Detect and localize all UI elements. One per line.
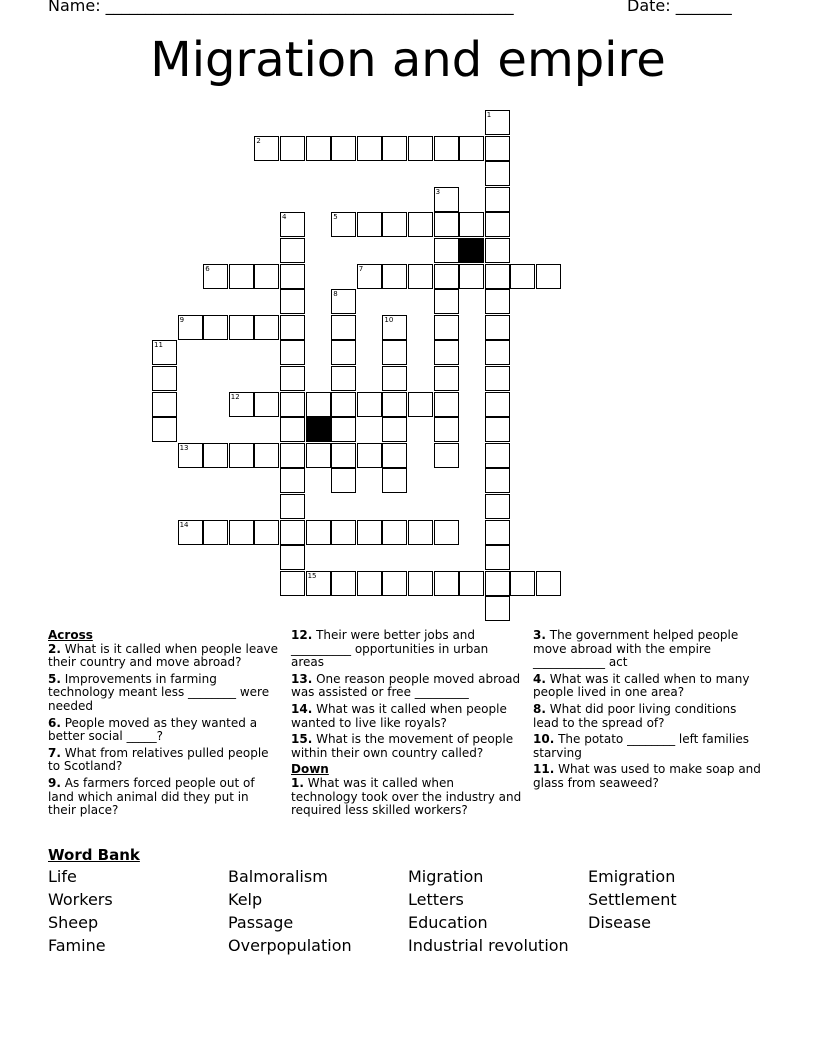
- clue-number: 3.: [533, 628, 546, 642]
- crossword-cell[interactable]: [357, 212, 382, 237]
- cell-number: 9: [179, 315, 185, 324]
- crossword-cell[interactable]: [382, 417, 407, 442]
- clue-text: What was it called when to many people lived in one area?: [533, 671, 750, 700]
- crossword-cell[interactable]: [229, 392, 254, 417]
- word-bank-item: Sheep: [48, 913, 99, 932]
- crossword-cell[interactable]: [331, 468, 356, 493]
- crossword-cell[interactable]: [178, 315, 203, 340]
- clue-item: [48, 777, 280, 818]
- crossword-cell[interactable]: [254, 443, 279, 468]
- word-bank-item: Famine: [48, 936, 106, 955]
- crossword-cell[interactable]: [178, 443, 203, 468]
- crossword-cell[interactable]: [331, 443, 356, 468]
- clue-list-3: [533, 629, 765, 791]
- crossword-cell[interactable]: [331, 366, 356, 391]
- down-heading: Down: [291, 762, 329, 777]
- crossword-cell[interactable]: [229, 264, 254, 289]
- crossword-cell[interactable]: [434, 187, 459, 212]
- crossword-cell[interactable]: [459, 136, 484, 161]
- crossword-cell[interactable]: [280, 136, 305, 161]
- clue-item: [291, 629, 523, 670]
- crossword-cell[interactable]: [306, 571, 331, 596]
- clue-item: [48, 643, 280, 670]
- word-bank-item: Migration: [408, 867, 484, 886]
- cell-number: 8: [333, 290, 338, 299]
- crossword-cell[interactable]: [434, 315, 459, 340]
- clue-text: What from relatives pulled people to Scotland?: [48, 745, 269, 774]
- crossword-cell[interactable]: [357, 571, 382, 596]
- crossword-cell[interactable]: [280, 238, 305, 263]
- crossword-cell[interactable]: [485, 340, 510, 365]
- crossword-cell[interactable]: [510, 571, 535, 596]
- word-bank-item: Workers: [48, 890, 113, 909]
- clues-column-3: [533, 629, 765, 794]
- date-field-label: Date: _______: [627, 0, 732, 15]
- crossword-cell[interactable]: [485, 392, 510, 417]
- cell-number: 2: [256, 136, 261, 145]
- crossword-cell[interactable]: [459, 212, 484, 237]
- crossword-cell[interactable]: [434, 212, 459, 237]
- crossword-cell[interactable]: [382, 520, 407, 545]
- across-heading: Across: [48, 628, 93, 642]
- crossword-cell[interactable]: [331, 520, 356, 545]
- clue-item: [291, 703, 523, 730]
- word-bank-item: Settlement: [588, 890, 677, 909]
- clue-number: 9.: [48, 775, 61, 790]
- crossword-cell[interactable]: [357, 443, 382, 468]
- crossword-cell[interactable]: [485, 545, 510, 570]
- crossword-cell[interactable]: [152, 392, 177, 417]
- crossword-cell[interactable]: [331, 392, 356, 417]
- crossword-cell[interactable]: [306, 443, 331, 468]
- crossword-cell[interactable]: [382, 212, 407, 237]
- clue-number: 1.: [291, 775, 304, 790]
- crossword-cell[interactable]: [408, 136, 433, 161]
- crossword-cell[interactable]: [408, 264, 433, 289]
- clues-column-1: [48, 629, 280, 821]
- crossword-cell[interactable]: [382, 366, 407, 391]
- crossword-cell[interactable]: [357, 520, 382, 545]
- crossword-cell[interactable]: [485, 187, 510, 212]
- crossword-cell[interactable]: [331, 571, 356, 596]
- clue-item: [48, 673, 280, 714]
- clue-text: What was it called when technology took over the industry and required less skilled workers?: [291, 775, 522, 818]
- cell-number: 10: [384, 315, 394, 324]
- crossword-cell[interactable]: [434, 264, 459, 289]
- word-bank-heading: Word Bank: [48, 846, 140, 864]
- word-bank-item: Passage: [228, 913, 294, 932]
- crossword-cell[interactable]: [510, 264, 535, 289]
- crossword-cell[interactable]: [434, 289, 459, 314]
- clue-text: What was it called when people wanted to live like royals?: [291, 701, 507, 730]
- clue-text: As farmers forced people out of land which animal did they put in their place?: [48, 775, 255, 818]
- crossword-cell[interactable]: [331, 315, 356, 340]
- crossword-cell[interactable]: [434, 340, 459, 365]
- crossword-cell[interactable]: [382, 443, 407, 468]
- word-bank-item: Disease: [588, 913, 651, 932]
- crossword-cell[interactable]: [357, 136, 382, 161]
- clue-text: Their were better jobs and __________ opportunities in urban areas: [291, 628, 489, 670]
- clue-item: [533, 763, 765, 790]
- cell-number: 4: [282, 213, 287, 222]
- crossword-cell[interactable]: [152, 366, 177, 391]
- crossword-cell[interactable]: [203, 443, 228, 468]
- word-bank-item: Balmoralism: [228, 867, 328, 886]
- crossword-cell[interactable]: [485, 212, 510, 237]
- crossword-cell[interactable]: [485, 520, 510, 545]
- clues-column-2: [291, 629, 523, 821]
- crossword-cell[interactable]: [485, 417, 510, 442]
- crossword-cell[interactable]: [382, 136, 407, 161]
- crossword-cell[interactable]: [434, 392, 459, 417]
- cell-number: 7: [358, 264, 364, 273]
- clue-text: What is it called when people leave their country and move abroad?: [48, 641, 279, 670]
- crossword-cell[interactable]: [280, 494, 305, 519]
- black-cell: [306, 417, 331, 442]
- word-bank-item: Education: [408, 913, 488, 932]
- clue-item: [533, 703, 765, 730]
- crossword-cell[interactable]: [382, 392, 407, 417]
- clue-item: [533, 673, 765, 700]
- crossword-cell[interactable]: [434, 520, 459, 545]
- cell-number: 5: [333, 213, 338, 222]
- crossword-cell[interactable]: [280, 545, 305, 570]
- cell-number: 1: [486, 111, 492, 119]
- crossword-cell[interactable]: [485, 238, 510, 263]
- crossword-cell[interactable]: [485, 571, 510, 596]
- crossword-cell[interactable]: [536, 571, 561, 596]
- clue-number: 5.: [48, 671, 61, 686]
- word-bank-item: Emigration: [588, 867, 676, 886]
- crossword-cell[interactable]: [306, 136, 331, 161]
- crossword-cell[interactable]: [485, 289, 510, 314]
- cell-number: 12: [230, 392, 240, 401]
- clue-text: What is the movement of people within their own country called?: [291, 732, 514, 760]
- clue-list-2-down: [291, 777, 523, 818]
- word-bank-item: Letters: [408, 890, 464, 909]
- crossword-cell[interactable]: [485, 315, 510, 340]
- black-cell: [459, 238, 484, 263]
- crossword-cell[interactable]: [152, 417, 177, 442]
- crossword-cell[interactable]: [485, 136, 510, 161]
- crossword-cell[interactable]: [280, 520, 305, 545]
- clue-text: The government helped people move abroad with the empire ____________ act: [533, 628, 739, 670]
- crossword-cell[interactable]: [408, 520, 433, 545]
- word-bank-item: Kelp: [228, 890, 263, 909]
- clue-text: One reason people moved abroad was assisted or free _________: [291, 671, 521, 700]
- crossword-cell[interactable]: [459, 571, 484, 596]
- crossword-cell[interactable]: [306, 520, 331, 545]
- crossword-cell[interactable]: [485, 110, 510, 135]
- word-bank-item: Industrial revolution: [408, 936, 569, 955]
- clue-number: 15.: [291, 732, 313, 747]
- crossword-cell[interactable]: [203, 315, 228, 340]
- clue-item: [533, 629, 765, 670]
- clue-item: [48, 717, 280, 744]
- crossword-cell[interactable]: [331, 289, 356, 314]
- crossword-cell[interactable]: [306, 392, 331, 417]
- crossword-cell[interactable]: [280, 443, 305, 468]
- crossword-cell[interactable]: [357, 392, 382, 417]
- crossword-cell[interactable]: [485, 596, 510, 621]
- crossword-cell[interactable]: [280, 366, 305, 391]
- crossword-cell[interactable]: [485, 443, 510, 468]
- page-title: Migration and empire: [150, 32, 666, 88]
- clue-item: [291, 673, 523, 700]
- crossword-cell[interactable]: [485, 494, 510, 519]
- clue-number: 10.: [533, 732, 555, 747]
- crossword-cell[interactable]: [408, 392, 433, 417]
- clue-number: 14.: [291, 701, 313, 716]
- crossword-cell[interactable]: [434, 238, 459, 263]
- crossword-cell[interactable]: [280, 468, 305, 493]
- word-bank-item: Life: [48, 867, 77, 886]
- clue-number: 12.: [291, 628, 313, 642]
- crossword-cell[interactable]: [485, 366, 510, 391]
- clue-list-2: [291, 629, 523, 760]
- crossword-cell[interactable]: [434, 571, 459, 596]
- crossword-cell[interactable]: [203, 264, 228, 289]
- clue-text: The potato ________ left families starving: [533, 732, 750, 760]
- crossword-cell[interactable]: [485, 161, 510, 186]
- crossword-cell[interactable]: [408, 571, 433, 596]
- cell-number: 6: [205, 264, 210, 273]
- clue-text: People moved as they wanted a better social _____?: [48, 715, 258, 744]
- crossword-cell[interactable]: [254, 520, 279, 545]
- crossword-cell[interactable]: [485, 468, 510, 493]
- cell-number: 3: [435, 187, 441, 196]
- clue-number: 4.: [533, 671, 546, 686]
- crossword-cell[interactable]: [485, 264, 510, 289]
- cell-number: 11: [154, 341, 163, 350]
- crossword-cell[interactable]: [280, 571, 305, 596]
- clue-number: 8.: [533, 701, 546, 716]
- crossword-cell[interactable]: [536, 264, 561, 289]
- crossword-cell[interactable]: [280, 417, 305, 442]
- cell-number: 15: [307, 571, 317, 580]
- cell-number: 13: [179, 443, 189, 452]
- crossword-cell[interactable]: [459, 264, 484, 289]
- clue-list-1: [48, 643, 280, 818]
- crossword-cell[interactable]: [254, 392, 279, 417]
- clue-item: [48, 747, 280, 774]
- crossword-cell[interactable]: [434, 443, 459, 468]
- crossword-cell[interactable]: [254, 264, 279, 289]
- crossword-cell[interactable]: [357, 264, 382, 289]
- clue-text: What was used to make soap and glass from seaweed?: [533, 762, 761, 790]
- crossword-cell[interactable]: [382, 571, 407, 596]
- crossword-cell[interactable]: [331, 212, 356, 237]
- crossword-cell[interactable]: [229, 520, 254, 545]
- crossword-cell[interactable]: [331, 417, 356, 442]
- crossword-cell[interactable]: [280, 340, 305, 365]
- crossword-cell[interactable]: [229, 443, 254, 468]
- crossword-cell[interactable]: [203, 520, 228, 545]
- crossword-cell[interactable]: [280, 315, 305, 340]
- crossword-cell[interactable]: [331, 136, 356, 161]
- crossword-cell[interactable]: [280, 289, 305, 314]
- crossword-cell[interactable]: [280, 392, 305, 417]
- clue-item: [291, 733, 523, 760]
- clue-number: 13.: [291, 671, 313, 686]
- clue-item: [533, 733, 765, 760]
- clue-number: 11.: [533, 762, 555, 777]
- name-field-label: Name: ___________________________________________________: [48, 0, 514, 15]
- crossword-cell[interactable]: [280, 264, 305, 289]
- clue-text: What did poor living conditions lead to the spread of?: [533, 701, 737, 730]
- crossword-cell[interactable]: [382, 468, 407, 493]
- word-bank-item: Overpopulation: [228, 936, 352, 955]
- clue-item: [291, 777, 523, 818]
- crossword-cell[interactable]: [408, 212, 433, 237]
- crossword-cell[interactable]: [178, 520, 203, 545]
- clue-number: 7.: [48, 745, 61, 760]
- crossword-cell[interactable]: [331, 340, 356, 365]
- crossword-cell[interactable]: [382, 264, 407, 289]
- crossword-cell[interactable]: [254, 136, 279, 161]
- crossword-cell[interactable]: [152, 340, 177, 365]
- crossword-cell[interactable]: [280, 212, 305, 237]
- crossword-cell[interactable]: [254, 315, 279, 340]
- clue-text: Improvements in farming technology meant less ________ were needed: [48, 671, 270, 713]
- crossword-cell[interactable]: [382, 340, 407, 365]
- crossword-cell[interactable]: [434, 136, 459, 161]
- clue-number: 2.: [48, 641, 61, 656]
- crossword-cell[interactable]: [434, 366, 459, 391]
- clue-number: 6.: [48, 715, 61, 730]
- crossword-cell[interactable]: [382, 315, 407, 340]
- crossword-cell[interactable]: [229, 315, 254, 340]
- crossword-cell[interactable]: [434, 417, 459, 442]
- cell-number: 14: [179, 520, 189, 529]
